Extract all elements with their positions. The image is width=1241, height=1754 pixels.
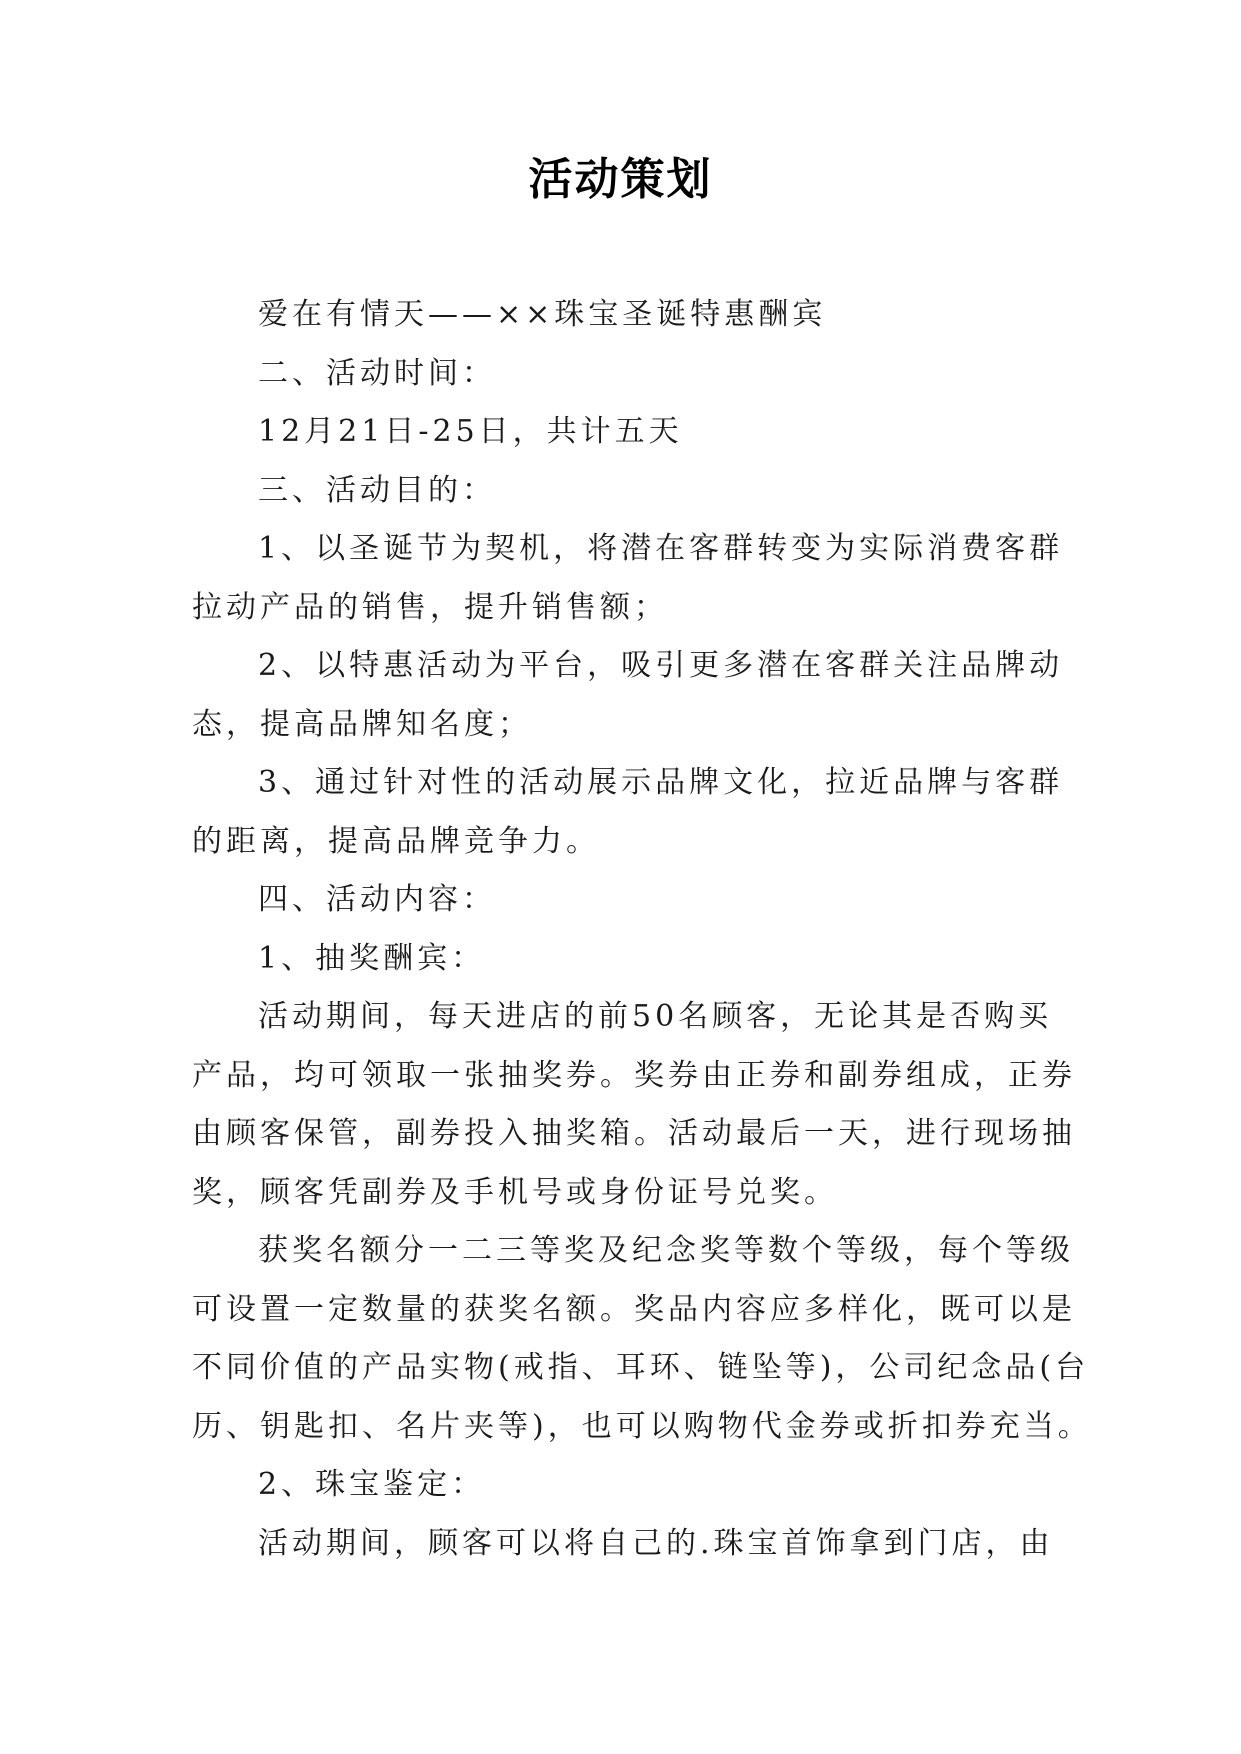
text-line: 活动期间，每天进店的前50名顾客，无论其是否购买	[258, 999, 1053, 1034]
text-line: 由顾客保管，副券投入抽奖箱。活动最后一天，进行现场抽	[192, 1116, 1076, 1151]
paragraph-lottery-details	[192, 988, 1076, 1222]
paragraph-subtitle	[192, 286, 1054, 345]
text-line: 产品，均可领取一张抽奖券。奖券由正券和副券组成，正券	[192, 1057, 1076, 1093]
paragraph-prize-details	[192, 1222, 1092, 1456]
text-line: 爱在有情天——××珠宝圣诞特惠酬宾	[258, 297, 827, 332]
text-line: 3、通过针对性的活动展示品牌文化，拉近品牌与客群	[258, 765, 1064, 800]
paragraph-purpose-3	[192, 754, 1064, 871]
paragraph-purpose-1	[192, 520, 1064, 637]
document-title: 活动策划	[528, 154, 713, 205]
text-line: 态，提高品牌知名度；	[192, 706, 532, 742]
heading-lottery	[192, 930, 1054, 989]
text-line: 的距离，提高品牌竞争力。	[192, 823, 600, 859]
paragraph-appraisal-details	[192, 1515, 1054, 1574]
paragraph-purpose-2	[192, 637, 1064, 754]
heading-activity-purpose	[192, 462, 1054, 521]
text-line: 奖，顾客凭副券及手机号或身份证号兑奖。	[192, 1174, 838, 1210]
heading-activity-time	[192, 345, 1054, 404]
text-line: 活动期间，顾客可以将自己的.珠宝首饰拿到门店，由	[258, 1525, 1054, 1561]
text-line: 拉动产品的销售，提升销售额；	[192, 589, 668, 625]
heading-activity-content	[192, 871, 1054, 930]
text-line: 1、抽奖酬宾：	[258, 940, 486, 976]
text-line: 历、钥匙扣、名片夹等)，也可以购物代金券或折扣券充当。	[192, 1408, 1092, 1444]
text-line: 可设置一定数量的获奖名额。奖品内容应多样化，既可以是	[192, 1291, 1076, 1327]
text-line: 四、活动内容：	[258, 882, 496, 917]
text-line: 二、活动时间：	[258, 355, 496, 391]
text-line: 获奖名额分一二三等奖及纪念奖等数个等级，每个等级	[258, 1233, 1074, 1268]
paragraph-activity-dates	[192, 403, 1054, 462]
text-line: 2、珠宝鉴定：	[258, 1467, 486, 1502]
document-body	[192, 286, 1092, 1573]
text-line: 2、以特惠活动为平台，吸引更多潜在客群关注品牌动	[258, 648, 1064, 683]
heading-jewelry-appraisal	[192, 1456, 1054, 1515]
text-line: 不同价值的产品实物(戒指、耳环、链坠等)，公司纪念品(台	[192, 1350, 1090, 1385]
text-line: 1、以圣诞节为契机，将潜在客群转变为实际消费客群	[258, 531, 1064, 566]
text-line: 12月21日-25日，共计五天	[258, 414, 683, 449]
text-line: 三、活动目的：	[258, 472, 496, 508]
